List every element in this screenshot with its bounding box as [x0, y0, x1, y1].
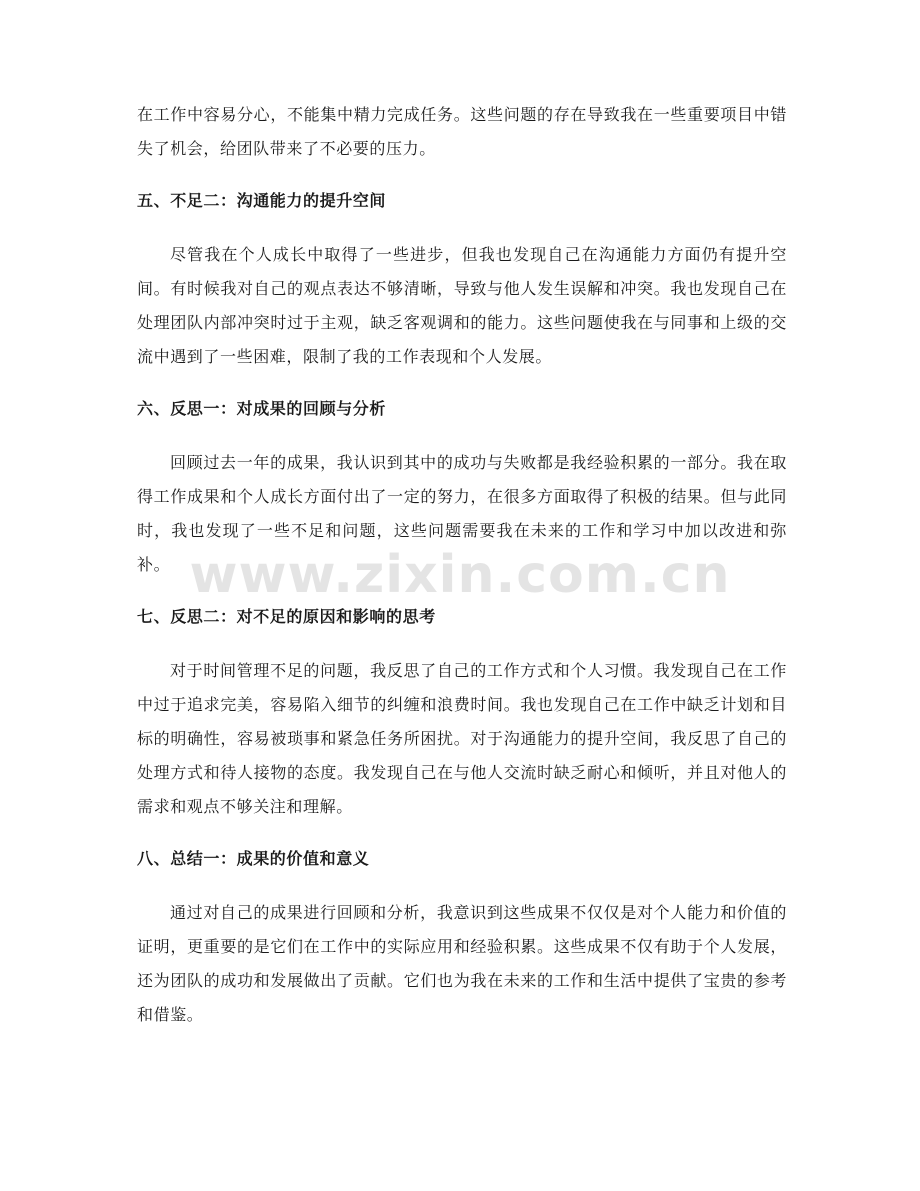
- intro-paragraph: 在工作中容易分心，不能集中精力完成任务。这些问题的存在导致我在一些重要项目中错失了机会，给团队带来了不必要的压力。: [137, 105, 787, 158]
- section-heading-5: 五、不足二：沟通能力的提升空间: [137, 191, 387, 210]
- document-body: [137, 98, 787, 1032]
- watermark: www.zixin.com.cn: [189, 545, 731, 605]
- section-heading-8: 八、总结一：成果的价值和意义: [137, 849, 370, 868]
- section-paragraph-6: 回顾过去一年的成果，我认识到其中的成功与失败都是我经验积累的一部分。我在取得工作成果和个人成长方面付出了一定的努力，在很多方面取得了积极的结果。但与此同时，我也发现了一些不足和问题，这些问题需要我在未来的工作和学习中加以改进和弥补。: [137, 453, 787, 574]
- section-paragraph-7: 对于时间管理不足的问题，我反思了自己的工作方式和个人习惯。我发现自己在工作中过于追求完美，容易陷入细节的纠缠和浪费时间。我也发现自己在工作中缺乏计划和目标的明确性，容易被琐事和紧急任务所困扰。对于沟通能力的提升空间，我反思了自己的处理方式和待人接物的态度。我发现自己在与他人交流时缺乏耐心和倾听，并且对他人的需求和观点不够关注和理解。: [137, 661, 787, 816]
- section-heading-6: 六、反思一：对成果的回顾与分析: [137, 399, 387, 418]
- section-heading-7: 七、反思二：对不足的原因和影响的思考: [137, 607, 436, 626]
- section-paragraph-8: 通过对自己的成果进行回顾和分析，我意识到这些成果不仅仅是对个人能力和价值的证明，更重要的是它们在工作中的实际应用和经验积累。这些成果不仅有助于个人发展，还为团队的成功和发展做出了贡献。它们也为我在未来的工作和生活中提供了宝贵的参考和借鉴。: [137, 903, 787, 1024]
- section-paragraph-5: 尽管我在个人成长中取得了一些进步，但我也发现自己在沟通能力方面仍有提升空间。有时候我对自己的观点表达不够清晰，导致与他人发生误解和冲突。我也发现自己在处理团队内部冲突时过于主观，缺乏客观调和的能力。这些问题使我在与同事和上级的交流中遇到了一些困难，限制了我的工作表现和个人发展。: [137, 245, 787, 366]
